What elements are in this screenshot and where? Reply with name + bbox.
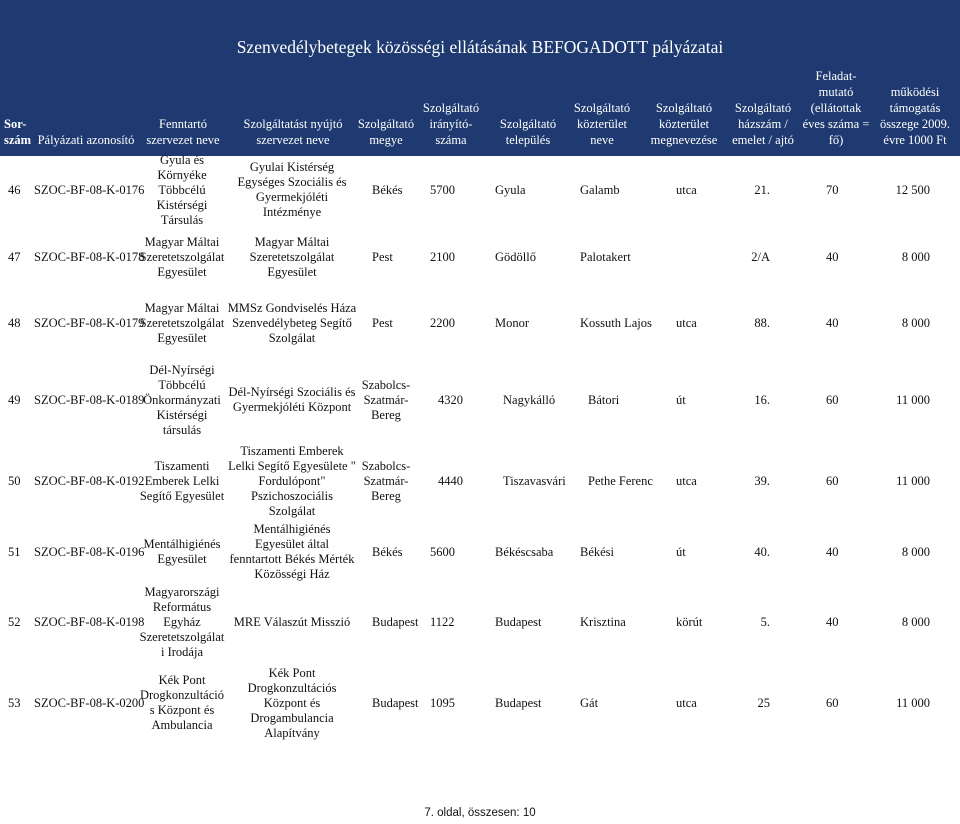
cell-osszeg xyxy=(868,183,930,198)
cell-sor xyxy=(8,545,28,560)
cell-nyujto-line: Kék Pont xyxy=(268,666,316,680)
cell-megye-line: Bereg xyxy=(371,489,401,503)
page-title: Szenvedélybetegek közösségi ellátásának BEFOGADOTT pályázatai xyxy=(236,37,724,57)
cell-sor xyxy=(8,250,28,265)
cell-mutato xyxy=(826,393,846,408)
cell-sor xyxy=(8,183,28,198)
cell-sor-line: 52 xyxy=(8,615,21,629)
header-megye-line: Szolgáltató xyxy=(357,117,415,131)
cell-telepules-line: Gyula xyxy=(495,183,526,197)
cell-fenntarto-line: Kistérségi xyxy=(156,198,208,212)
cell-osszeg-line: 8 000 xyxy=(901,545,930,559)
cell-fenntarto-line: Emberek Lelki xyxy=(144,474,220,488)
cell-kozterulet xyxy=(588,393,673,408)
header-megye xyxy=(356,116,416,148)
cell-kozterulet-line: Pethe Ferenc xyxy=(588,474,653,488)
cell-irsz xyxy=(430,250,470,265)
header-telepules xyxy=(488,116,568,148)
header-nyujto-line: szervezet neve xyxy=(256,133,330,147)
cell-nyujto-line: Mentálhigiénés xyxy=(253,522,331,536)
cell-kozterulet-line: Galamb xyxy=(580,183,620,197)
cell-telepules-line: Nagykálló xyxy=(503,393,556,407)
cell-azonosito xyxy=(34,393,145,408)
cell-megye-line: Szabolcs- xyxy=(361,459,411,473)
cell-fenntarto-line: Magyar Máltai xyxy=(144,235,220,249)
cell-fenntarto-line: társulás xyxy=(162,423,202,437)
cell-telepules-line: Békéscsaba xyxy=(495,545,554,559)
cell-tipus-line: utca xyxy=(676,474,697,488)
cell-nyujto-line: Gyermekjóléti xyxy=(255,190,329,204)
header-irsz xyxy=(420,100,482,148)
header-fenntarto-line: Fenntartó xyxy=(159,117,207,131)
cell-azonosito xyxy=(34,474,145,489)
cell-osszeg xyxy=(868,696,930,711)
cell-azonosito xyxy=(34,316,145,331)
header-tamogatas-line: évre 1000 Ft xyxy=(883,133,947,147)
cell-mutato-line: 70 xyxy=(826,183,839,197)
cell-hazszam-line: 39. xyxy=(754,474,770,488)
cell-azonosito-line: SZOC-BF-08-K-0200 xyxy=(34,696,145,710)
cell-fenntarto xyxy=(136,363,228,438)
cell-fenntarto-line: Egyesület xyxy=(157,331,207,345)
cell-fenntarto-line: Református xyxy=(152,600,212,614)
header-kozterulet-megnev-line: Szolgáltató xyxy=(655,101,713,115)
cell-nyujto-line: MRE Válaszút Misszió xyxy=(233,615,351,629)
header-feladatmutato-line: mutató xyxy=(818,85,854,99)
cell-fenntarto xyxy=(136,673,228,733)
cell-telepules xyxy=(495,545,580,560)
cell-kozterulet xyxy=(580,615,665,630)
cell-telepules xyxy=(503,474,588,489)
cell-fenntarto-line: Egyesület xyxy=(157,552,207,566)
header-azonosito-line: Pályázati azonosító xyxy=(37,133,135,147)
cell-megye xyxy=(372,545,416,560)
cell-mutato xyxy=(826,474,846,489)
cell-sor xyxy=(8,696,28,711)
cell-telepules-line: Monor xyxy=(495,316,530,330)
cell-tipus xyxy=(676,696,716,711)
cell-tipus xyxy=(676,393,716,408)
cell-sor xyxy=(8,393,28,408)
cell-hazszam-line: 88. xyxy=(754,316,770,330)
cell-osszeg-line: 8 000 xyxy=(901,250,930,264)
cell-azonosito-line: SZOC-BF-08-K-0198 xyxy=(34,615,145,629)
cell-azonosito xyxy=(34,183,145,198)
cell-fenntarto-line: Szeretetszolgálat xyxy=(139,250,225,264)
cell-osszeg xyxy=(868,615,930,630)
cell-tipus-line: körút xyxy=(676,615,703,629)
cell-azonosito xyxy=(34,545,145,560)
header-hazszam xyxy=(728,100,798,148)
cell-fenntarto-line: Kistérségi xyxy=(156,408,208,422)
cell-azonosito-line: SZOC-BF-08-K-0176 xyxy=(34,183,145,197)
header-hazszam-line: emelet / ajtó xyxy=(732,133,794,147)
cell-nyujto-line: Tiszamenti Emberek xyxy=(240,444,344,458)
cell-hazszam-line: 40. xyxy=(754,545,770,559)
cell-fenntarto-line: Többcélú xyxy=(158,378,206,392)
cell-megye-line: Budapest xyxy=(372,696,419,710)
cell-hazszam xyxy=(718,545,770,560)
cell-mutato xyxy=(826,316,846,331)
cell-nyujto-line: Gyulai Kistérség xyxy=(249,160,335,174)
cell-fenntarto-line: i Irodája xyxy=(161,645,203,659)
cell-kozterulet xyxy=(580,545,665,560)
cell-fenntarto-line: Gyula és xyxy=(159,153,205,167)
cell-fenntarto-line: Önkormányzati xyxy=(143,393,221,407)
cell-hazszam xyxy=(718,393,770,408)
header-megye-line: megye xyxy=(369,133,403,147)
cell-osszeg xyxy=(868,474,930,489)
cell-hazszam xyxy=(718,474,770,489)
cell-nyujto-line: Lelki Segítő Egyesülete " xyxy=(228,459,356,473)
header-feladatmutato-line: (ellátottak xyxy=(810,101,862,115)
cell-nyujto xyxy=(226,666,358,741)
cell-azonosito xyxy=(34,250,145,265)
cell-azonosito-line: SZOC-BF-08-K-0179 xyxy=(34,316,145,330)
cell-irsz xyxy=(438,474,478,489)
cell-kozterulet-line: Kossuth Lajos xyxy=(580,316,652,330)
cell-fenntarto-line: Mentálhigiénés xyxy=(143,537,221,551)
cell-nyujto-line: Szolgálat xyxy=(268,331,316,345)
cell-nyujto-line: Egyesület xyxy=(267,265,317,279)
cell-fenntarto-line: Segítő Egyesület xyxy=(139,489,225,503)
cell-nyujto-line: Pszichoszociális xyxy=(251,489,333,503)
cell-osszeg-line: 11 000 xyxy=(896,474,930,488)
cell-fenntarto-line: Kék Pont xyxy=(158,673,206,687)
cell-hazszam-line: 5. xyxy=(760,615,770,629)
cell-osszeg-line: 12 500 xyxy=(895,183,930,197)
cell-fenntarto xyxy=(136,537,228,567)
cell-irsz xyxy=(430,316,470,331)
cell-mutato-line: 60 xyxy=(826,393,839,407)
cell-nyujto-line: Gyermekjóléti Központ xyxy=(232,400,352,414)
header-kozterulet-megnev-line: megnevezése xyxy=(650,133,718,147)
cell-telepules-line: Gödöllő xyxy=(495,250,536,264)
cell-telepules-line: Budapest xyxy=(495,696,542,710)
cell-mutato-line: 60 xyxy=(826,474,839,488)
cell-kozterulet-line: Krisztina xyxy=(580,615,626,629)
cell-megye xyxy=(358,459,414,504)
cell-kozterulet-line: Bátori xyxy=(588,393,620,407)
cell-sor xyxy=(8,615,28,630)
cell-megye xyxy=(372,250,416,265)
header-irsz-line: irányító- xyxy=(429,117,473,131)
cell-nyujto-line: Egységes Szociális és xyxy=(237,175,347,189)
cell-kozterulet-line: Békési xyxy=(580,545,615,559)
cell-irsz-line: 5600 xyxy=(430,545,455,559)
cell-sor xyxy=(8,474,28,489)
cell-telepules xyxy=(495,696,580,711)
header-kozterulet-neve-line: közterület xyxy=(577,117,627,131)
cell-sor-line: 46 xyxy=(8,183,21,197)
cell-fenntarto-line: Egyház xyxy=(163,615,201,629)
cell-tipus xyxy=(676,474,716,489)
cell-irsz-line: 5700 xyxy=(430,183,455,197)
header-feladatmutato-line: Feladat- xyxy=(815,69,857,83)
cell-tipus-line: utca xyxy=(676,316,697,330)
cell-osszeg-line: 11 000 xyxy=(896,696,930,710)
header-kozterulet-neve-line: neve xyxy=(590,133,614,147)
cell-telepules-line: Budapest xyxy=(495,615,542,629)
header-hazszam-line: Szolgáltató xyxy=(734,101,792,115)
cell-fenntarto xyxy=(136,301,228,346)
cell-irsz-line: 4440 xyxy=(438,474,463,488)
cell-telepules xyxy=(495,250,580,265)
cell-megye-line: Szatmár- xyxy=(363,393,409,407)
cell-osszeg-line: 11 000 xyxy=(896,393,930,407)
cell-nyujto-line: Szolgálat xyxy=(268,504,316,518)
cell-fenntarto-line: Magyarországi xyxy=(144,585,220,599)
cell-megye-line: Budapest xyxy=(372,615,419,629)
cell-hazszam-line: 16. xyxy=(754,393,770,407)
header-tamogatas-line: támogatás xyxy=(889,101,941,115)
header-fenntarto-line: szervezet neve xyxy=(146,133,220,147)
cell-tipus xyxy=(676,316,716,331)
header-telepules-line: Szolgáltató xyxy=(499,117,557,131)
cell-nyujto-line: Dél-Nyírségi Szociális és xyxy=(228,385,356,399)
cell-nyujto xyxy=(226,522,358,582)
cell-telepules xyxy=(495,183,580,198)
cell-fenntarto-line: s Központ és xyxy=(149,703,215,717)
header-tamogatas xyxy=(872,84,958,148)
cell-kozterulet xyxy=(580,183,665,198)
cell-nyujto-line: Alapítvány xyxy=(264,726,320,740)
cell-kozterulet xyxy=(580,316,665,331)
cell-azonosito-line: SZOC-BF-08-K-0192 xyxy=(34,474,145,488)
cell-fenntarto-line: Egyesület xyxy=(157,265,207,279)
cell-irsz xyxy=(438,393,478,408)
cell-kozterulet xyxy=(580,250,665,265)
cell-mutato-line: 40 xyxy=(826,545,839,559)
cell-fenntarto-line: Ambulancia xyxy=(151,718,213,732)
page-footer: 7. oldal, összesen: 10 xyxy=(424,807,536,819)
cell-azonosito-line: SZOC-BF-08-K-0189 xyxy=(34,393,145,407)
cell-mutato-line: 40 xyxy=(826,615,839,629)
cell-nyujto-line: Magyar Máltai xyxy=(254,235,330,249)
cell-irsz xyxy=(430,615,470,630)
cell-sor-line: 47 xyxy=(8,250,21,264)
cell-fenntarto xyxy=(136,153,228,228)
cell-hazszam-line: 21. xyxy=(754,183,770,197)
cell-hazszam xyxy=(718,696,770,711)
cell-megye xyxy=(358,378,414,423)
header-kozterulet-megnev xyxy=(644,100,724,148)
cell-megye-line: Pest xyxy=(372,250,393,264)
cell-nyujto-line: Szenvedélybeteg Segítő xyxy=(232,316,352,330)
cell-telepules xyxy=(503,393,588,408)
cell-tipus xyxy=(676,615,716,630)
header-fenntarto xyxy=(138,116,228,148)
cell-irsz-line: 1122 xyxy=(430,615,455,629)
header-sorszam-line: szám xyxy=(4,133,32,147)
cell-sor xyxy=(8,316,28,331)
cell-mutato xyxy=(826,183,846,198)
cell-fenntarto-line: Magyar Máltai xyxy=(144,301,220,315)
cell-sor-line: 51 xyxy=(8,545,21,559)
cell-nyujto-line: Egyesület által xyxy=(255,537,329,551)
header-hazszam-line: házszám / xyxy=(738,117,788,131)
cell-fenntarto-line: Tiszamenti xyxy=(154,459,210,473)
cell-fenntarto-line: Dél-Nyírségi xyxy=(149,363,215,377)
cell-irsz-line: 4320 xyxy=(438,393,463,407)
cell-hazszam xyxy=(718,615,770,630)
cell-nyujto-line: fenntartott Békés Mérték xyxy=(229,552,355,566)
cell-telepules xyxy=(495,615,580,630)
cell-sor-line: 48 xyxy=(8,316,21,330)
cell-telepules xyxy=(495,316,580,331)
header-kozterulet-neve-line: Szolgáltató xyxy=(573,101,631,115)
cell-fenntarto-line: Szeretetszolgálat xyxy=(139,316,225,330)
cell-nyujto xyxy=(226,444,358,519)
cell-tipus-line: út xyxy=(676,393,686,407)
cell-hazszam xyxy=(718,316,770,331)
cell-megye xyxy=(372,696,419,711)
cell-nyujto-line: MMSz Gondviselés Háza xyxy=(227,301,357,315)
header-tamogatas-line: működési xyxy=(890,85,940,99)
cell-megye xyxy=(372,615,419,630)
cell-nyujto-line: Közösségi Ház xyxy=(254,567,330,581)
header-kozterulet-megnev-line: közterület xyxy=(659,117,709,131)
cell-hazszam-line: 2/A xyxy=(751,250,770,264)
cell-osszeg xyxy=(868,250,930,265)
cell-nyujto xyxy=(226,615,358,630)
cell-irsz xyxy=(430,183,470,198)
cell-azonosito-line: SZOC-BF-08-K-0196 xyxy=(34,545,145,559)
cell-nyujto-line: Fordulópont" xyxy=(258,474,326,488)
header-nyujto-line: Szolgáltatást nyújtó xyxy=(243,117,343,131)
cell-nyujto-line: Szeretetszolgálat xyxy=(249,250,335,264)
cell-irsz-line: 2100 xyxy=(430,250,455,264)
cell-nyujto-line: Intézménye xyxy=(262,205,322,219)
cell-megye-line: Békés xyxy=(372,183,403,197)
cell-tipus-line: utca xyxy=(676,183,697,197)
cell-nyujto xyxy=(226,160,358,220)
cell-telepules-line: Tiszavasvári xyxy=(503,474,566,488)
cell-azonosito-line: SZOC-BF-08-K-0178 xyxy=(34,250,145,264)
header-kozterulet-neve xyxy=(570,100,634,148)
header-irsz-line: száma xyxy=(435,133,467,147)
header-tamogatas-line: összege 2009. xyxy=(879,117,951,131)
cell-irsz xyxy=(430,696,470,711)
cell-irsz-line: 2200 xyxy=(430,316,455,330)
cell-nyujto xyxy=(226,385,358,415)
cell-mutato xyxy=(826,250,846,265)
cell-megye-line: Békés xyxy=(372,545,403,559)
cell-mutato xyxy=(826,615,846,630)
cell-tipus xyxy=(676,545,716,560)
cell-nyujto xyxy=(226,301,358,346)
cell-megye xyxy=(372,183,416,198)
header-feladatmutato-line: fő) xyxy=(828,133,844,147)
cell-fenntarto xyxy=(136,235,228,280)
header-sorszam xyxy=(4,116,34,148)
cell-fenntarto xyxy=(136,459,228,504)
cell-osszeg xyxy=(868,316,930,331)
cell-megye-line: Bereg xyxy=(371,408,401,422)
cell-mutato xyxy=(826,545,846,560)
cell-osszeg xyxy=(868,393,930,408)
header-azonosito xyxy=(34,132,138,148)
header-telepules-line: település xyxy=(505,133,551,147)
header-nyujto xyxy=(228,116,358,148)
cell-sor-line: 50 xyxy=(8,474,21,488)
cell-tipus-line: utca xyxy=(676,696,697,710)
cell-sor-line: 49 xyxy=(8,393,21,407)
cell-hazszam xyxy=(718,250,770,265)
cell-azonosito xyxy=(34,696,145,711)
cell-tipus xyxy=(676,183,716,198)
cell-osszeg-line: 8 000 xyxy=(901,316,930,330)
cell-kozterulet xyxy=(580,696,665,711)
cell-azonosito xyxy=(34,615,145,630)
cell-fenntarto-line: Drogkonzultáció xyxy=(139,688,224,702)
cell-fenntarto-line: Társulás xyxy=(160,213,204,227)
cell-mutato-line: 40 xyxy=(826,316,839,330)
cell-fenntarto-line: Környéke xyxy=(157,168,207,182)
header-feladatmutato xyxy=(800,68,872,148)
cell-mutato-line: 40 xyxy=(826,250,839,264)
cell-fenntarto xyxy=(136,585,228,660)
cell-fenntarto-line: Többcélú xyxy=(158,183,206,197)
cell-hazszam-line: 25 xyxy=(757,696,770,710)
header-irsz-line: Szolgáltató xyxy=(422,101,480,115)
cell-osszeg xyxy=(868,545,930,560)
cell-megye-line: Szatmár- xyxy=(363,474,409,488)
cell-fenntarto-line: Szeretetszolgálat xyxy=(139,630,225,644)
cell-megye-line: Szabolcs- xyxy=(361,378,411,392)
cell-mutato xyxy=(826,696,846,711)
cell-mutato-line: 60 xyxy=(826,696,839,710)
cell-nyujto-line: Drogkonzultációs xyxy=(247,681,337,695)
header-sorszam-line: Sor- xyxy=(4,117,27,131)
cell-tipus-line: út xyxy=(676,545,686,559)
cell-kozterulet-line: Palotakert xyxy=(580,250,631,264)
cell-nyujto xyxy=(226,235,358,280)
cell-hazszam xyxy=(718,183,770,198)
cell-kozterulet-line: Gát xyxy=(580,696,599,710)
cell-megye xyxy=(372,316,416,331)
cell-kozterulet xyxy=(588,474,673,489)
cell-irsz xyxy=(430,545,470,560)
cell-osszeg-line: 8 000 xyxy=(901,615,930,629)
cell-megye-line: Pest xyxy=(372,316,393,330)
cell-sor-line: 53 xyxy=(8,696,21,710)
cell-nyujto-line: Központ és xyxy=(263,696,321,710)
header-feladatmutato-line: éves száma = xyxy=(802,117,870,131)
cell-nyujto-line: Drogambulancia xyxy=(250,711,334,725)
cell-irsz-line: 1095 xyxy=(430,696,455,710)
